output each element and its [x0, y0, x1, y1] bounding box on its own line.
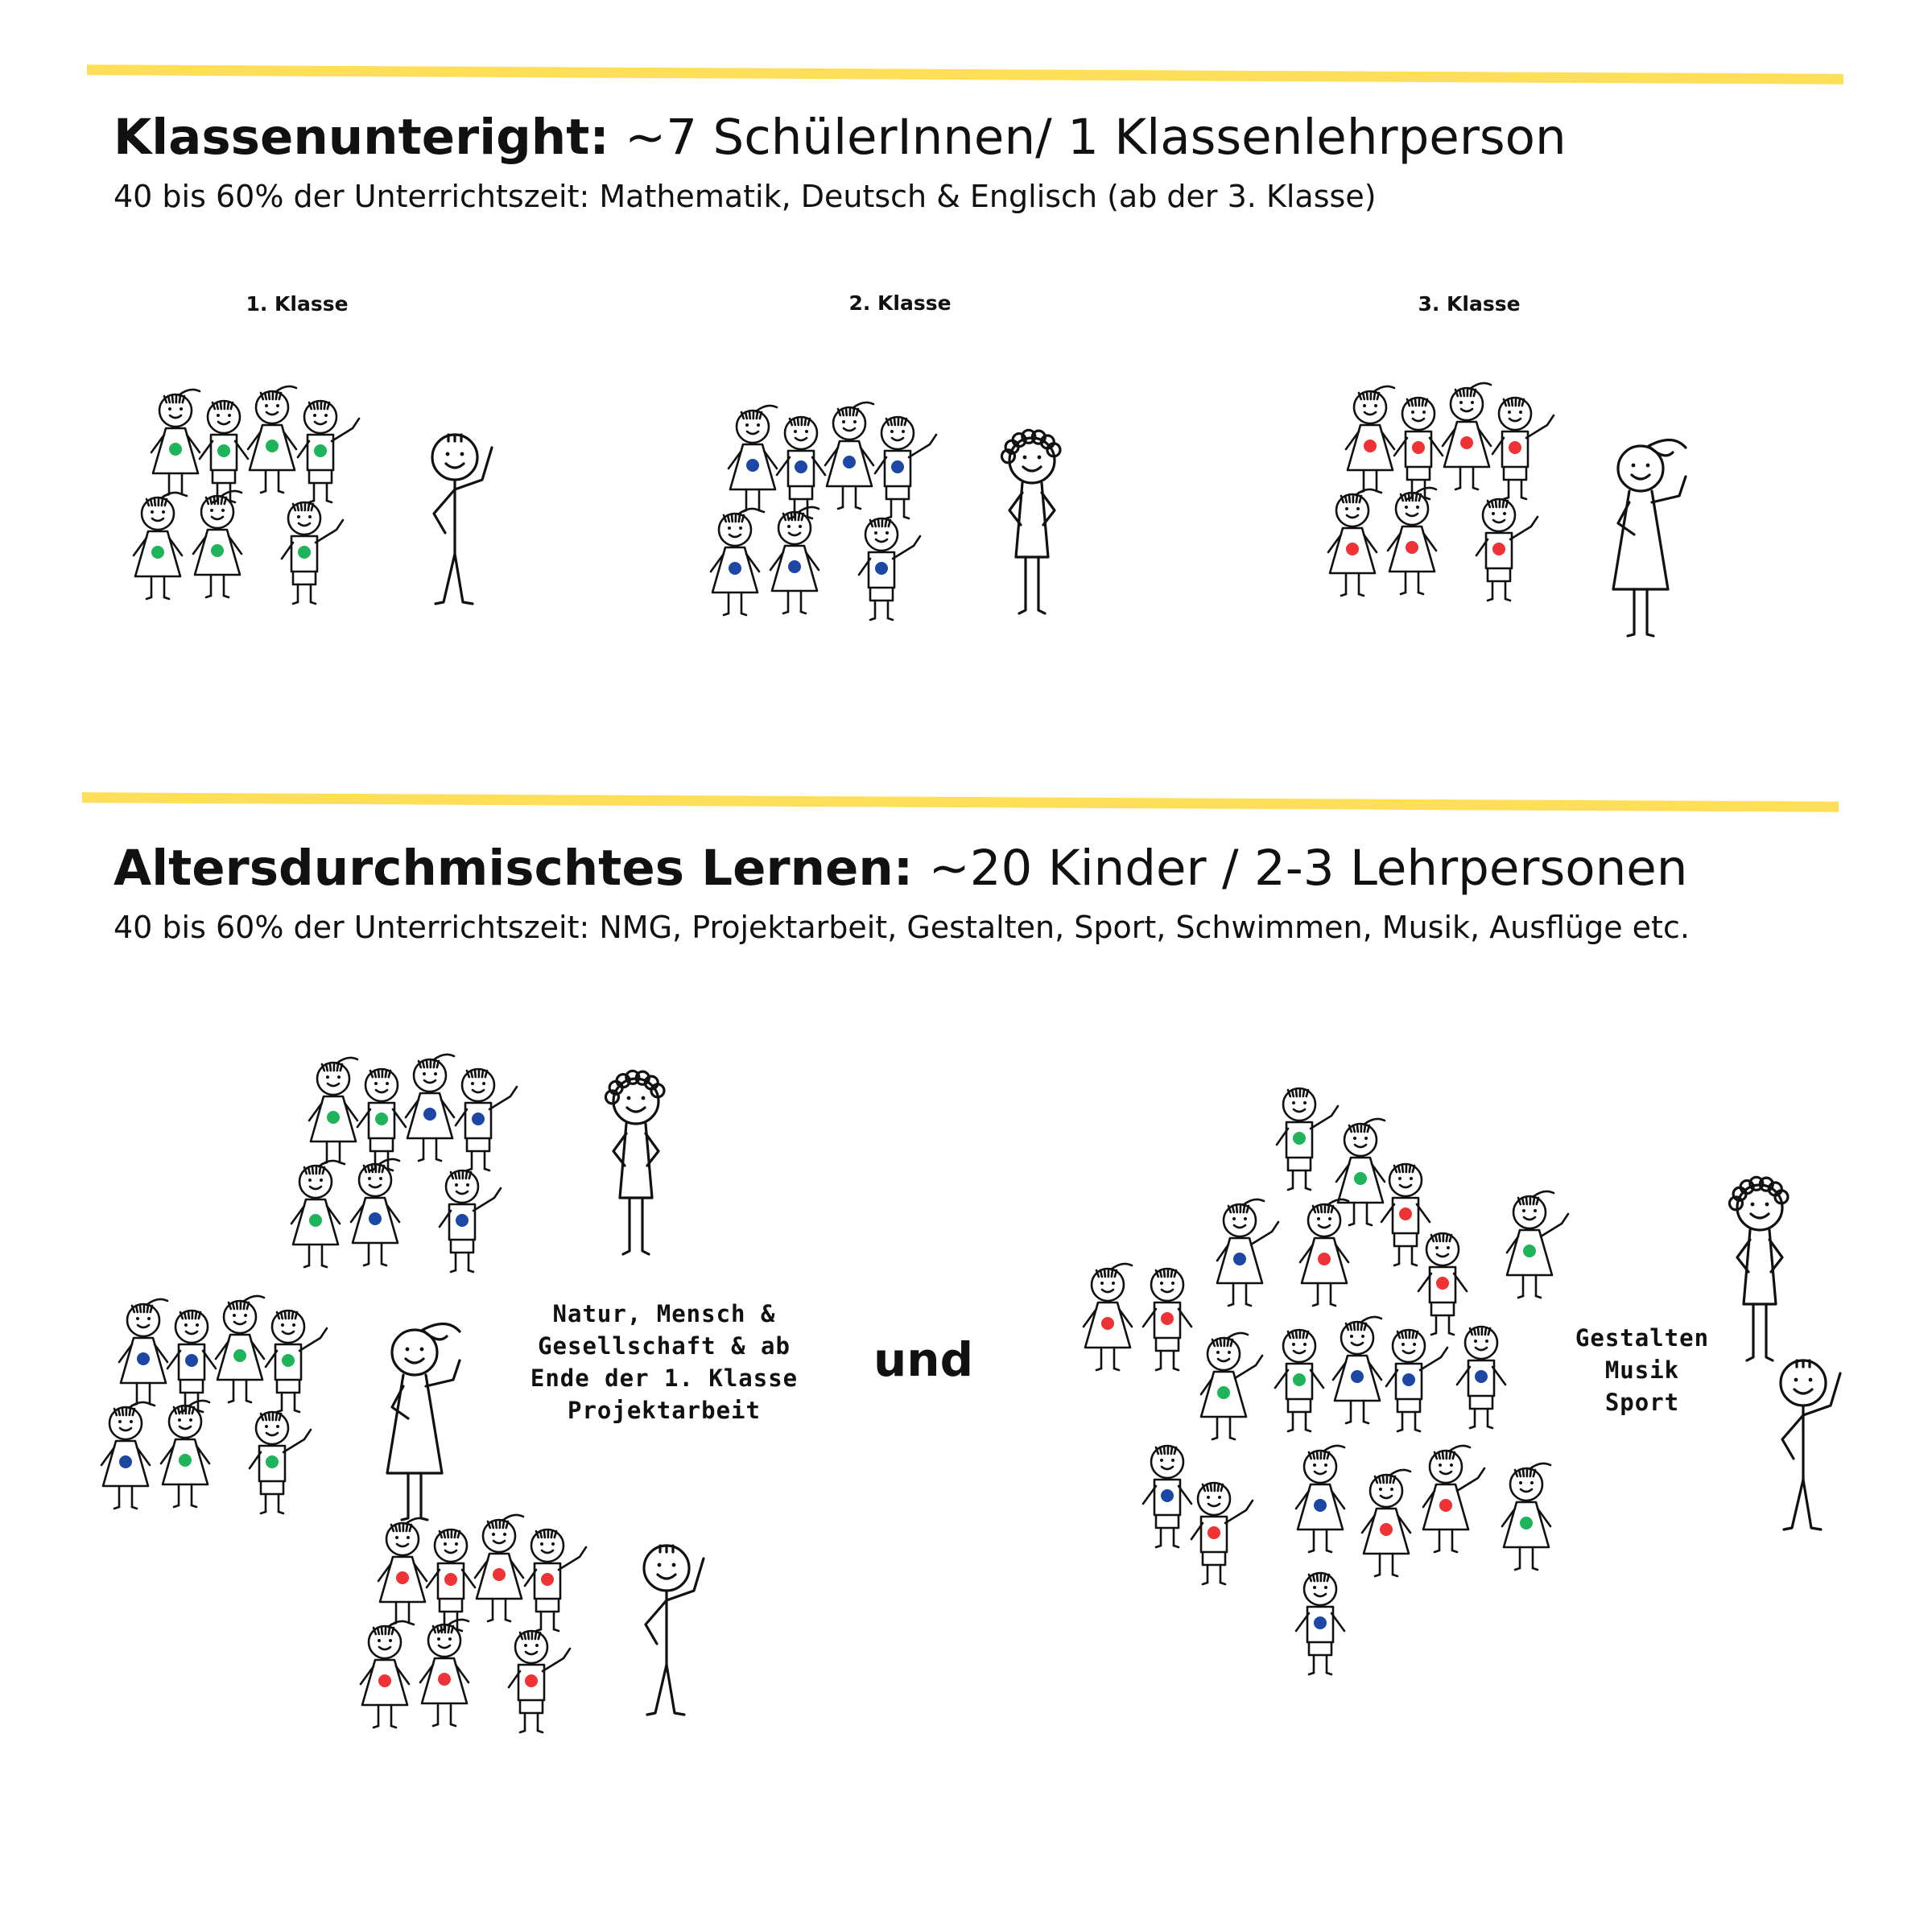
mixed-group-c-child-6	[420, 1620, 469, 1726]
class3-child-2	[1394, 398, 1443, 499]
mixed-group-a-child-4	[456, 1069, 517, 1170]
section2-heading-rest: ~20 Kinder / 2-3 Lehrpersonen	[913, 840, 1688, 897]
activity-nmg-line-1: Natur, Mensch &	[552, 1300, 776, 1327]
class2-child-4	[875, 417, 936, 518]
mixed-teacher-a	[605, 1071, 664, 1254]
class1-child-3	[248, 386, 296, 493]
class-label-1: 1. Klasse	[246, 292, 349, 316]
mixed-cluster-child-4	[1217, 1199, 1278, 1306]
section1-heading-rest: ~7 SchülerInnen/ 1 Klassenlehrperson	[609, 109, 1567, 166]
class3-child-4	[1492, 398, 1554, 499]
mixed-cluster-child-7	[1507, 1191, 1568, 1298]
mixed-group-b-child-1	[119, 1299, 167, 1406]
class2-teacher	[1001, 430, 1060, 613]
mixed-group-b-child-2	[167, 1311, 216, 1412]
mixed-group-b-child-6	[161, 1401, 209, 1507]
und-connector: und	[873, 1332, 974, 1387]
class1-teacher	[432, 435, 492, 604]
mixed-cluster-child-8	[1084, 1264, 1132, 1370]
mixed-cluster-child-13	[1386, 1330, 1447, 1431]
mixed-group-a-child-2	[357, 1069, 406, 1170]
mixed-cluster-teacher-b	[1781, 1360, 1840, 1530]
mixed-group-a-child-5	[291, 1161, 340, 1267]
activity-arts-line-3: Sport	[1604, 1389, 1680, 1416]
mixed-cluster-child-5	[1300, 1199, 1348, 1306]
activity-arts-line-1: Gestalten	[1575, 1324, 1710, 1352]
mixed-cluster-child-3	[1381, 1164, 1430, 1265]
class2-child-7	[859, 518, 920, 620]
class3-child-7	[1476, 499, 1538, 601]
mixed-cluster-child-16	[1191, 1483, 1253, 1584]
activity-nmg-line-2: Gesellschaft & ab	[538, 1332, 791, 1360]
class3-child-1	[1346, 386, 1394, 493]
mixed-group-c-child-7	[509, 1631, 570, 1732]
mixed-cluster-child-11	[1275, 1330, 1323, 1431]
class1-child-7	[282, 502, 343, 604]
mixed-group-c-child-2	[427, 1530, 475, 1631]
class1-child-6	[193, 491, 242, 597]
mixed-cluster-child-17	[1296, 1446, 1344, 1552]
class2-child-6	[770, 507, 819, 613]
mixed-cluster-child-9	[1143, 1269, 1191, 1370]
mixed-cluster-teacher-a	[1729, 1177, 1788, 1360]
class2-child-2	[777, 417, 825, 518]
mixed-teacher-b	[387, 1323, 460, 1520]
activity-nmg-line-3: Ende der 1. Klasse	[530, 1364, 799, 1392]
mixed-group-c-child-4	[525, 1530, 586, 1631]
class1-child-5	[134, 493, 182, 599]
section1-heading-bold: Klassenunteright:	[114, 109, 609, 166]
mixed-cluster-child-19	[1423, 1446, 1484, 1552]
class-label-2: 2. Klasse	[848, 291, 952, 315]
mixed-group-b-child-4	[266, 1311, 327, 1412]
mixed-group-b-child-7	[250, 1412, 311, 1513]
mixed-group-c-child-3	[475, 1515, 523, 1621]
class2-child-1	[729, 406, 777, 512]
mixed-group-c-child-1	[378, 1518, 427, 1624]
mixed-cluster-child-6	[1418, 1233, 1467, 1335]
mixed-cluster-child-12	[1333, 1317, 1381, 1423]
mixed-cluster-child-20	[1502, 1463, 1550, 1570]
mixed-cluster-child-10	[1201, 1333, 1262, 1439]
mixed-group-a-child-3	[406, 1055, 454, 1161]
class1-child-1	[151, 390, 200, 496]
mixed-group-c-child-5	[361, 1621, 409, 1728]
mixed-cluster-child-1	[1277, 1088, 1338, 1190]
mixed-cluster-child-14	[1457, 1327, 1505, 1428]
mixed-group-b-child-3	[216, 1296, 264, 1402]
mixed-cluster-child-2	[1336, 1119, 1385, 1225]
class3-teacher	[1613, 440, 1686, 636]
mixed-group-a-child-7	[440, 1170, 501, 1272]
activity-nmg-line-4: Projektarbeit	[568, 1397, 761, 1424]
class3-child-5	[1328, 489, 1377, 596]
class-label-3: 3. Klasse	[1418, 292, 1521, 316]
mixed-cluster-child-15	[1143, 1446, 1191, 1547]
mixed-group-b-child-5	[101, 1402, 150, 1509]
mixed-cluster-child-21	[1296, 1573, 1344, 1674]
mixed-group-a-child-6	[351, 1159, 399, 1265]
class3-child-6	[1388, 488, 1436, 594]
section2-subtitle: 40 bis 60% der Unterrichtszeit: NMG, Projektarbeit, Gestalten, Sport, Schwimmen, Musik, Ausflüge etc.	[114, 910, 1690, 945]
activity-arts-line-2: Musik	[1604, 1356, 1680, 1384]
mixed-group-a-child-1	[309, 1058, 357, 1164]
class1-child-2	[200, 401, 248, 502]
class3-child-3	[1443, 383, 1491, 489]
class2-child-5	[711, 509, 759, 615]
class1-child-4	[298, 401, 359, 502]
mixed-teacher-c	[644, 1546, 704, 1715]
class2-child-3	[825, 402, 873, 509]
mixed-cluster-child-18	[1362, 1470, 1410, 1576]
section2-heading-bold: Altersdurchmischtes Lernen:	[114, 840, 914, 897]
section1-subtitle: 40 bis 60% der Unterrichtszeit: Mathematik, Deutsch & Englisch (ab der 3. Klasse)	[114, 179, 1377, 214]
